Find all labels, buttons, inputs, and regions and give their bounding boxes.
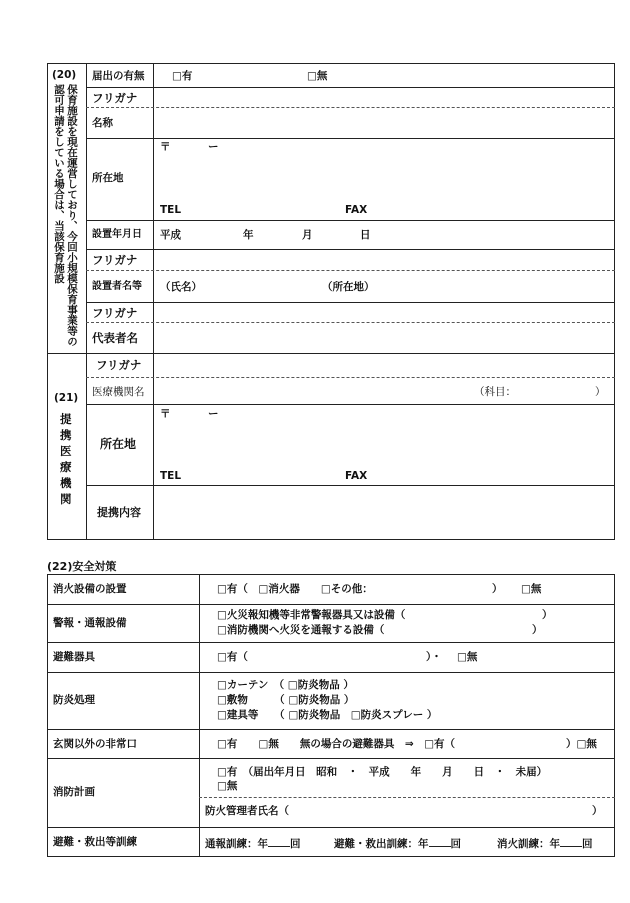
tel-label-2: TEL xyxy=(160,470,182,482)
furigana-label-4: フリガナ xyxy=(96,358,142,372)
row-line xyxy=(86,404,615,405)
furigana-label-3: フリガナ xyxy=(92,306,138,320)
dashed-line xyxy=(86,322,615,323)
date-label: 設置年月日 xyxy=(92,229,142,240)
row-line xyxy=(47,642,615,643)
shoka-label: 消火設備の設置 xyxy=(53,583,127,595)
postal-mark-2: 〒 xyxy=(160,408,171,420)
boen-label: 防炎処理 xyxy=(53,694,95,706)
s21-number: (21) xyxy=(54,392,79,404)
drill-report-blank[interactable] xyxy=(268,837,290,847)
address-label-2: 所在地 xyxy=(100,437,137,451)
dashed-line xyxy=(86,270,615,271)
s21-title-char: 提 xyxy=(60,412,72,426)
row-line xyxy=(86,302,615,303)
s20-title: 保育施設を現在運営しており、今回小規模保育事業等の認可申請をしている場合は、当該保育施設 xyxy=(53,84,78,347)
row-line xyxy=(47,672,615,673)
hinan-close: ）・ xyxy=(426,651,442,663)
drill-fire xyxy=(497,837,593,850)
postal-mark-1: 〒 xyxy=(160,141,171,153)
date-era: 平成 xyxy=(160,229,181,241)
row-line xyxy=(86,87,615,88)
plan-line2[interactable]: □無 xyxy=(217,780,238,792)
keiho-line1-close: ） xyxy=(542,609,553,621)
exit-label: 玄関以外の非常口 xyxy=(53,738,137,750)
representative-label: 代表者名 xyxy=(92,331,138,345)
drill-evac-unit: 回 xyxy=(450,838,461,850)
content-label: 提携内容 xyxy=(97,506,141,519)
row-line xyxy=(47,758,615,759)
dashed-line xyxy=(86,107,615,108)
plan-manager: 防火管理者氏名（ xyxy=(205,805,289,817)
todoke-no-checkbox[interactable]: □無 xyxy=(307,70,328,82)
drill-label: 避難・救出等訓練 xyxy=(53,836,137,848)
hinan-no-checkbox[interactable]: □無 xyxy=(457,651,478,663)
dashed-line xyxy=(199,797,615,798)
shoka-yes-checkbox[interactable]: □有（ □消火器 □その他： xyxy=(217,583,373,595)
plan-line1[interactable]: □有 （届出年月日 昭和 ・ 平成 年 月 日 ・ 未届） xyxy=(217,766,548,778)
s21-title-char: 関 xyxy=(60,492,72,506)
exit-options[interactable]: □有 □無 無の場合の避難器具 ⇒ □有（ xyxy=(217,738,456,750)
s21-title-char: 療 xyxy=(60,460,72,474)
row-line xyxy=(86,138,615,139)
row-line xyxy=(86,220,615,221)
boen-line2[interactable]: □敷物 （ □防炎物品 ） xyxy=(217,694,355,706)
row-line xyxy=(86,485,615,486)
subject-open: （科目： xyxy=(474,386,516,398)
dashed-line xyxy=(86,377,615,378)
row-line xyxy=(47,604,615,605)
exit-close[interactable]: ）□無 xyxy=(566,738,597,750)
hinan-label: 避難器具 xyxy=(53,651,95,663)
col-divider-s22 xyxy=(199,574,200,857)
s21-title-char: 携 xyxy=(60,428,72,442)
institution-label: 医療機関名 xyxy=(92,386,145,398)
facility-name-label: 名称 xyxy=(92,117,113,129)
shoka-no-checkbox[interactable]: □無 xyxy=(521,583,542,595)
drill-fire-blank[interactable] xyxy=(560,837,582,847)
furigana-label-2: フリガナ xyxy=(92,253,138,267)
boen-line1[interactable]: □カーテン （ □防炎物品 ） xyxy=(217,679,354,691)
todoke-label: 届出の有無 xyxy=(92,70,145,82)
keiho-label: 警報・通報設備 xyxy=(53,617,127,629)
s21-title-char: 機 xyxy=(60,476,72,490)
founder-name: （氏名） xyxy=(160,281,202,293)
plan-label: 消防計画 xyxy=(53,786,95,798)
founder-label: 設置者名等 xyxy=(92,281,142,292)
drill-evac-blank[interactable] xyxy=(429,837,451,847)
plan-manager-close: ） xyxy=(592,805,603,817)
founder-address: （所在地） xyxy=(322,281,375,293)
row-line xyxy=(47,729,615,730)
s21-title-char: 医 xyxy=(60,444,72,458)
keiho-line2[interactable]: □消防機関へ火災を通報する設備（ xyxy=(217,624,385,636)
s22-title: (22)安全対策 xyxy=(47,560,117,573)
postal-dash-2: ー xyxy=(208,408,219,420)
drill-report xyxy=(205,837,301,850)
date-day: 日 xyxy=(360,229,371,241)
subject-close: ） xyxy=(595,386,606,398)
drill-fire-unit: 回 xyxy=(582,838,593,850)
row-line xyxy=(47,827,615,828)
s20-number: (20) xyxy=(52,69,77,81)
row-line xyxy=(86,249,615,250)
address-label-1: 所在地 xyxy=(92,172,124,184)
fax-label-1: FAX xyxy=(345,204,368,216)
keiho-line1[interactable]: □火災報知機等非常警報器具又は設備（ xyxy=(217,609,406,621)
furigana-label-1: フリガナ xyxy=(92,91,138,105)
s21-title xyxy=(60,411,72,507)
todoke-yes-checkbox[interactable]: □有 xyxy=(172,70,193,82)
drill-evac xyxy=(334,837,461,850)
date-year: 年 xyxy=(243,229,254,241)
tel-label-1: TEL xyxy=(160,204,182,216)
fax-label-2: FAX xyxy=(345,470,368,482)
section-divider xyxy=(47,353,615,354)
drill-report-label: 通報訓練：年 xyxy=(205,838,268,850)
postal-dash-1: ー xyxy=(208,141,219,153)
drill-report-unit: 回 xyxy=(290,838,301,850)
shoka-close: ） xyxy=(492,583,503,595)
keiho-line2-close: ） xyxy=(532,624,543,636)
date-month: 月 xyxy=(302,229,313,241)
drill-evac-label: 避難・救出訓練：年 xyxy=(334,838,429,850)
hinan-yes-checkbox[interactable]: □有（ xyxy=(217,651,248,663)
drill-fire-label: 消火訓練：年 xyxy=(497,838,560,850)
boen-line3[interactable]: □建具等 （ □防炎物品 □防炎スプレー ） xyxy=(217,709,438,721)
